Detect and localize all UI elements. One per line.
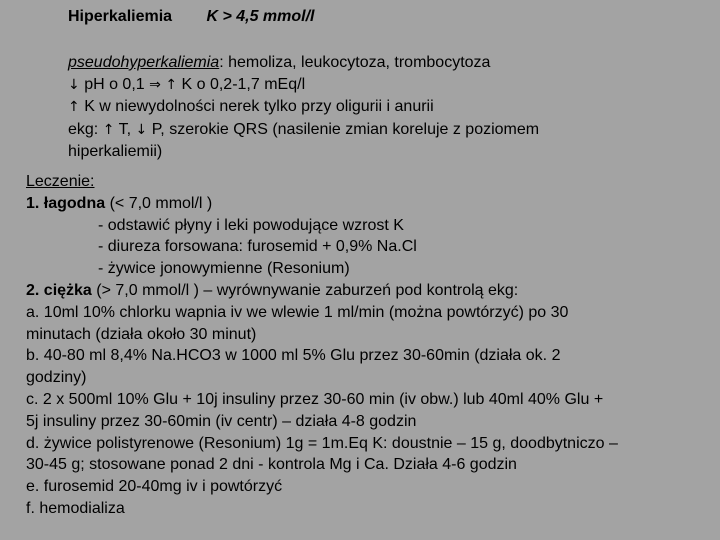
mild-threshold: (< 7,0 mmol/l ) bbox=[105, 194, 213, 212]
treatment-section bbox=[26, 171, 706, 520]
implies-arrow-icon: ⇒ bbox=[149, 76, 161, 93]
pseudo-term: pseudohyperkaliemia bbox=[68, 54, 220, 71]
renal-line bbox=[68, 96, 688, 119]
mild-item: - odstawić płyny i leki powodujące wzrost K bbox=[98, 216, 404, 234]
mild-item: - żywice jonowymienne (Resonium) bbox=[98, 260, 350, 278]
severe-label: 2. ciężka bbox=[26, 281, 92, 299]
mild-item: - diureza forsowana: furosemid + 0,9% Na.Cl bbox=[98, 238, 417, 256]
up-arrow-icon: ↑ bbox=[68, 99, 80, 115]
renal-text: K w niewydolności nerek tylko przy oligurii i anurii bbox=[84, 98, 434, 115]
ekg-t: T, bbox=[118, 120, 132, 138]
treatment-line: f. hemodializa bbox=[26, 499, 125, 517]
treatment-line: e. furosemid 20-40mg iv i powtórzyć bbox=[26, 478, 283, 496]
treatment-line: b. 40-80 ml 8,4% Na.HCO3 w 1000 ml 5% Glu przez 30-60min (działa ok. 2 bbox=[26, 347, 561, 365]
severe-line bbox=[26, 280, 706, 302]
ekg-line bbox=[68, 119, 688, 142]
ekg-rest: P, szerokie QRS (nasilenie zmian koreluje z poziomem bbox=[151, 120, 540, 138]
pseudo-line bbox=[68, 52, 688, 74]
pseudohyperkalemia-section bbox=[68, 52, 688, 163]
treatment-line: d. żywice polistyrenowe (Resonium) 1g = 1m.Eq K: doustnie – 15 g, doodbytniczo – bbox=[26, 434, 618, 452]
down-arrow-icon: ↓ bbox=[135, 121, 148, 138]
mild-line bbox=[26, 193, 706, 215]
down-arrow-icon: ↓ bbox=[68, 76, 80, 93]
treatment-line: godziny) bbox=[26, 369, 87, 387]
ekg-line-cont: hiperkaliemii) bbox=[68, 143, 163, 160]
mild-label: 1. łagodna bbox=[26, 194, 106, 212]
treatment-heading: Leczenie: bbox=[26, 173, 95, 190]
ekg-label: ekg: bbox=[68, 120, 99, 138]
ph-line bbox=[68, 74, 688, 97]
title-hiperkaliemia: Hiperkaliemia bbox=[68, 8, 173, 25]
up-arrow-icon: ↑ bbox=[165, 76, 178, 93]
pseudo-causes: : hemoliza, leukocytoza, trombocytoza bbox=[219, 54, 491, 71]
ph-text: pH o 0,1 bbox=[84, 75, 145, 93]
k-change-text: K o 0,2-1,7 mEq/l bbox=[181, 75, 306, 93]
title-threshold: K > 4,5 mmol/l bbox=[206, 8, 315, 25]
title-row bbox=[68, 6, 315, 28]
treatment-line: minutach (działa około 30 minut) bbox=[26, 325, 257, 343]
treatment-line: a. 10ml 10% chlorku wapnia iv we wlewie 1 ml/min (można powtórzyć) po 30 bbox=[26, 303, 569, 321]
up-arrow-icon: ↑ bbox=[102, 121, 115, 138]
treatment-line: 30-45 g; stosowane ponad 2 dni - kontrola Mg i Ca. Działa 4-6 godzin bbox=[26, 456, 517, 474]
severe-rest: (> 7,0 mmol/l ) – wyrównywanie zaburzeń pod kontrolą ekg: bbox=[91, 281, 519, 299]
treatment-line: c. 2 x 500ml 10% Glu + 10j insuliny przez 30-60 min (iv obw.) lub 40ml 40% Glu + bbox=[26, 390, 604, 408]
treatment-line: 5j insuliny przez 30-60min (iv centr) – działa 4-8 godzin bbox=[26, 412, 417, 430]
